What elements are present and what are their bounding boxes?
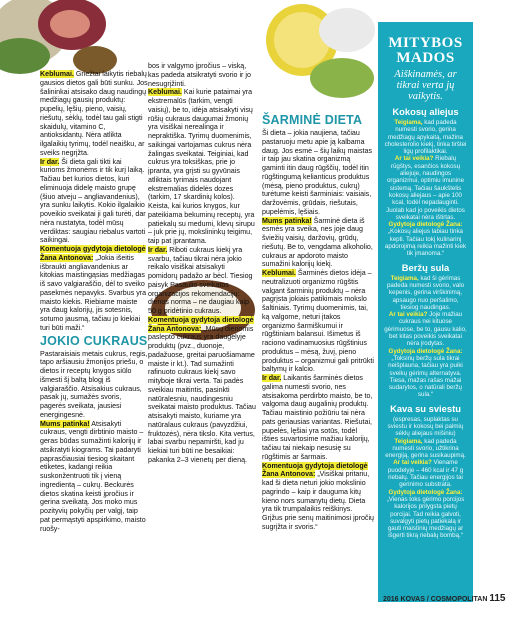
paragraph [148,246,256,316]
paragraph-text: Laikantis šarminės dietos galima numesti svorio, nes atsisakoma perdirbto maisto, be to, valgoma daug augalinių produktų. Tačiau maistinio požiūriu tai nėra pats geriausias variantas. Riešutai, pupelės, lęšiai yra sotūs, todėl išties suvartosime mažiau kalorijų, tačiau tai niekaip nesusię su rūgštimis ar šarmais. [262,374,373,461]
sidebar-text [384,221,467,257]
paragraph [148,88,256,246]
paragraph-text: bos ir valgymo įpročius – viską, kas padeda atsikratyti svorio ir jo nesugrįžinti. [148,62,251,88]
paragraph [262,269,374,374]
article-column-2 [148,62,256,465]
sidebar-lead: Ar tai veikia? [393,459,432,467]
paragraph [40,158,148,246]
sidebar-lead: Teigiama, [394,119,423,126]
sidebar-title: MITYBOS MADOS [388,35,463,66]
comment-text: „Mūsų dienomis paslepto cukraus yra daugelyje produktų (pvz., duonoje, padažuose, greitai paruošiamame maiste ir kt.). Tad sumažinti rafinuoto cukraus kiekį savo mityboje tikrai verta. Tai padės sveikiau maitintis, pasinkti natūralesniu, naudingesniu sveikatai maisto produktus. Tačiau atsisakyti maisto, kuriame yra natūralaus cukraus (pavyzdžiui, fruktozės), nėra tikslo. Kita vertus, labai svarbu nepamiršti, kad ju kiekiai turi būti ne besaikiai: pakanka 2–3 vienetų per dieną. [148,324,256,464]
paragraph-text: Ši dieta gali tikti kai kurioms žmonėms ir tik kurį laiką. Tačiau bet kurios dietos, kuri eliminuoja didelę maisto grupę (šiuo atveju – angliavandenius), yra sunku laikytis. Kokio ilgalaikio poveikio sveikatai ji gali turėti, dar nėra nustatyta, todėl mūsų verdiktas: saugiau riebalus vartoti saikingai. [40,157,146,245]
sidebar-lead: Ar tai veikia? [394,155,434,163]
sidebar-lead: Gydytoja dietologė Žana: [388,488,463,496]
sidebar-text [384,275,467,311]
lemon-illustration-top-right [262,0,374,100]
sidebar-text [384,416,467,438]
article-column-3 [262,112,374,532]
sidebar-text [384,119,467,155]
paragraph-text: Riboti cukraus kiekį yra svarbu, tačiau tikrai nėra jokio reikalo visiškai atsisakyti pomidorų padažo ar bėcl. Tiesiog paisyk Pasaulio sveikatos organizacijos rekomendacijų: dienos norma – ne daugiau kaip 50 g pridėtinio cukraus. [148,245,253,315]
comment-text: „Visiškai pritariu, kad ši dieta neturi jokio mokslinio pagrindo – kaip ir dauguma kitų kieno nors sumanytų dietų. Dieta yra tik trumpalaikis reiškinys. Grįžus prie senų maitinimosi įpročių sugrįžta ir svoris.“ [262,470,374,531]
sidebar-text [384,348,467,399]
footer-separator: / [426,596,429,603]
section-heading: ŠARMINĖ DIETA [262,113,363,127]
sidebar-paragraph-text: (espresas, suplaktas su sviestu ir kokosų bei palmių sėklų aliejaus mišiniu) [387,415,464,438]
lead-label: Ir dar. [262,374,282,382]
lead-label: Keblumai. [40,70,74,78]
sidebar-paragraph-text: kad ši gėrimas padeda numesti svorio, valo kepenis, gerina virškinimą, apsaugo nuo peršalimo, tiesiog naudingas. [386,274,465,311]
paragraph [40,420,148,534]
paragraph [262,129,374,217]
sidebar-heading: Beržų sula [401,261,450,273]
sidebar-heading: Kokosų aliejus [392,106,459,117]
sidebar-text [384,438,467,460]
comment-text: „Jokia išeitis išbraukti angliavandenius ar kitokias maistingąsias medžiagas iš savo valgiaraščio, dėl to sveiko pasekmės nepavyks. Svarbus yra maisto kiekis. Riebiame maiste yra daug kalorijų, jis sotesnis, sotumo jausmą, tačiau jo kiekiai turi būti maži.“ [40,253,147,332]
sidebar-paragraph-text: „Toksinų beržų sula tikrai neišplauna, tačiau yra puiki sveikų gėrimų alternatyva. Tiesa, mažas rašas mažai sudarytos, o natūrali beržų sula.“ [388,354,463,399]
sidebar-text [384,489,467,540]
sidebar-lead: Gydytoja dietologė Žana: [388,347,463,355]
comment-paragraph [40,245,148,333]
paragraph [148,62,256,88]
magazine-name: COSMOPOLITAN [430,596,488,603]
sidebar-paragraph-text: „Kokosų aliejus labiau tinka kepti. Tačiau tokį kulinarinį apdorojimą reikia mažinti kiek tik įmanoma.“ [384,228,467,258]
sidebar-paragraph-text: Joje mažiau cukraus nei kituose gėrimuose, be to, gausu kalio, bet kitas poveikis sveikatai nėra įrodytas. [384,311,467,348]
paragraph [262,217,374,270]
sidebar-lead: Ar tai veikia? [388,311,428,319]
paragraph-text: Atsisakyti cukraus, vengti dirbtinio maisto – geras būdas sumažinti kalorijų ir atsikratyti kiograms. Tai padaryti paprasčiausiai tiesiog skaitant etiketes, kadangi reikia suskonžentruoti tik į vieną ingredientą – cukrų. Beckurės dietos skatina keisti įpročius ir gerina sveikatą. Jos moko mus pozityvių pokyčių per valgį, taip pat permąstyti apspirkimo, maisto ruošy- [40,419,146,533]
paragraph-text: Pastaraisiais metais cukrus, regis, tapo aršiausiu žmonijos priešu, o dietos ir receptų knygos siūlo išmesti šį baltą blogį iš valgiaraščio. Atsisakius cukraus, pasak jų, sumažės svoris, pagerės sveikata, jausiesi energingesnė. [40,349,148,419]
lead-label: Mums patinka! [40,419,90,428]
lead-label: Keblumai. [262,269,296,277]
lead-label: Ir dar. [148,245,168,254]
sidebar-box [378,22,473,602]
paragraph-text: Kai kurie pataimai yra ekstremalūs (tarkim, vengti vaisių), be to, idėja atsisakyti visų rūšių cukraus daugumai žmonių yra visiškai nerealinga ir nepraktiška. Tyrimų duomenimis, saikingai vartojamas cukrus nėra žalingas sveikatai. Teiginiai, kad cukrus yra toksiškas, prie jo įpranta, yra grįsti su gyvūnais atliktais tyrimais naudojant ekstremalias didelės dozes (tarkim, 17 skardinių kolos). Keista, kai kurios knygos, kur pateikiama bekuminų receptų, yra patiekalų su medumi, klevų sirupu – juk prie jų, mokslininkų teigimu, taip pat įprantama. [148,88,255,245]
lead-label: Ir dar. [40,157,60,166]
fruit-illustration-top-left [0,0,120,78]
paragraph [40,350,148,420]
paragraph-text: Šarminė dieta iš esmės yra sveika, nes joje daug šviežių vaisių, daržovių, grūdų, riešutų. Be to, vengdama alkoholio, cukraus ar apdoroto maisto sumažini kalorijų kiekį. [262,216,373,269]
paragraph-text: Griežtai laikytis riebalų gausios dietos gali būti sunku. Jos šalininkai atsisako daug naudingų medžiagų gausių produktų: pupelių, lęšių, pieno, vaisių, riešutų, sėklų, todėl tau gali stigti skaidulų, vitamino C, antioksidantų. Nėra atlikta ilgalaikių tyrimų, todėl neaišku, ar sveiks negrįžta. [40,70,148,157]
comment-heading: Komentuoja gydytoja dietologė Žana Antonova: [262,461,368,479]
lead-label: Mums patinka! [262,216,312,225]
sidebar-paragraph-text: kad padeda numesti svorio, užtikrina energiją, gerina susikaupimą. [385,437,466,460]
lead-label: Keblumai. [148,88,182,97]
comment-heading: Komentuoja gydytoja dietologė Žana Antonova: [148,315,254,333]
issue-date: 2016 KOVAS [383,596,425,603]
comment-paragraph [262,462,374,532]
sidebar-lead: Gydytoja dietologė Žana: [388,221,463,229]
section-heading: JOKIO CUKRAUS [40,333,148,348]
comment-heading: Komentuoja gydytoja dietologė Žana Antonova: [40,245,146,262]
paragraph-text: Šarminės dietos idėja – neutralizuoti organizmo rūgštis valgant šarminių produktų – nėra pagrįsta jokiais patikimais mokslo šaltiniais. Tyrimų duomenimis, tai, ką valgome, neturi įtakos organizmo šarmiškumui ir rūgštiniam balansui. Išimetus iš raciono vadinamuosius rūgštinius produktus – mėsą, žuvį, pieno produktus – organizmui gali pritrūkti baltymų ir kalcio. [262,269,374,374]
paragraph [40,70,148,158]
sidebar-text [384,155,467,221]
sidebar-paragraph-text: kad padeda numesti svorio, gerina medžiagų apykaitą, mažina cholesterolio kiekį, tinka tirštei ligų profilaktikai. [384,119,467,156]
page-number: 115 [489,593,506,604]
sidebar-text [384,459,467,488]
sidebar-text [384,311,467,347]
sidebar-lead: Teigiama, [394,437,423,445]
sidebar-paragraph-text: Riebalų rūgštys, esančios kokosų aliejuje, naudingos organizmui, optimiu imunine sistemą. Tačiau šaukštelis kokosų aliejaus – apie 100 kcal, todėl nepadauginti. Juolab kad jo poveikis dietos sveikatai nėra ištirtas. [386,155,465,221]
paragraph [262,374,374,462]
sidebar-heading: Kava su sviestu [390,402,461,414]
sidebar-paragraph-text: „Vienas toks gėrimo porcijos kalorijos prilygsta pietų porcijai. Tad reikia galvoti, suvalgyti pietų patiekalą ir gauti maistinių medžiagų ar išgerti tikrą riebalų bombą.“ [386,495,465,540]
sidebar-lead: Teigiama, [390,274,419,282]
sidebar-subtitle: Aiškinamės, ar tikrai verta jų vaikytis. [394,69,457,102]
sidebar-paragraph-text: Viename puodelyje – 460 kcal ir 47 g riebalų. Tačiau energijos tai gerinimo substrata. [387,459,464,489]
article-column-1 [40,70,148,533]
page-footer [383,593,506,604]
comment-paragraph [148,316,256,465]
paragraph-text: Ši dieta – jokia naujiena, tačiau pastaruoju metu apie ją kalbama daug. Jos esmė – šių laikų maistas ir taip jau skatina organizmą gaminti itin daug rūgščių, todėl itin rūgštingumą kelianticus produktus (mėsą, pieno produktus, cukrų) turėtume keisti šarminiais: vaisiais, daržovėmis, grūdais, riešutais, pupelėmis, lęšiais. [262,129,373,216]
